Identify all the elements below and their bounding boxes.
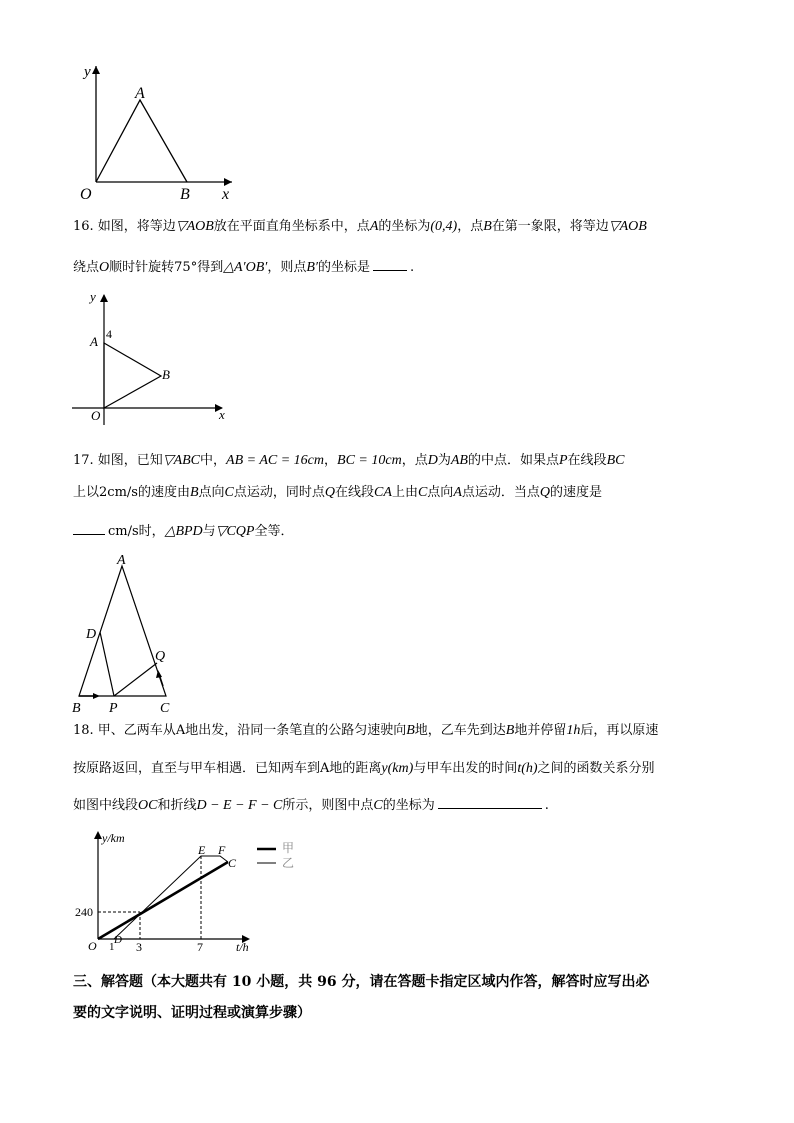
label-E: E <box>198 843 206 857</box>
label-O: O <box>88 939 97 953</box>
answer-blank <box>438 795 542 809</box>
label-C: C <box>228 856 237 870</box>
label-B: B <box>72 701 81 716</box>
label-240: 240 <box>75 905 93 919</box>
label-xlabel: t/h <box>236 940 249 954</box>
label-y: y <box>90 289 96 304</box>
label-B: B <box>180 186 190 203</box>
figure-q15-triangle <box>70 58 250 208</box>
tick-3: 3 <box>136 940 142 954</box>
label-A: A <box>90 334 98 349</box>
legend-jia: 甲 <box>282 841 295 855</box>
figure-q18-graph <box>72 825 312 960</box>
label-A: A <box>117 553 126 568</box>
figure-q16-triangle <box>66 287 236 427</box>
q17-line1: 17. 如图，已知▽ABC中，AB = AC = 16cm，BC = 10cm，点D为AB的中点．如果点P在线段BC <box>73 453 625 468</box>
label-D: D <box>114 934 122 946</box>
figure-q17-triangle <box>66 548 186 718</box>
answer-blank <box>373 257 407 271</box>
section3-heading-line2: 要的文字说明、证明过程或演算步骤） <box>73 1005 311 1021</box>
q16-line1: 16. 如图，将等边▽AOB放在平面直角坐标系中，点A的坐标为(0,4)，点B在第一象限，将等边▽AOB <box>73 219 647 234</box>
q18-line3: 如图中线段OC和折线D − E − F − C所示，则图中点C的坐标为 . <box>73 795 549 815</box>
tick-1: 1 <box>109 941 115 953</box>
label-x: x <box>219 407 225 422</box>
label-D: D <box>86 627 97 642</box>
label-ylabel: y/km <box>102 831 125 845</box>
label-y: y <box>84 64 91 80</box>
q17-line2: 上以2cm/s的速度由B点向C点运动，同时点Q在线段CA上由C点向A点运动．当点Q的速度是 <box>73 485 603 500</box>
label-C: C <box>160 701 170 716</box>
q17-line3: cm/s时，△BPD与▽CQP全等． <box>73 521 293 541</box>
label-F: F <box>218 843 226 857</box>
label-O: O <box>80 186 92 203</box>
label-O: O <box>91 408 101 423</box>
label-x: x <box>222 186 230 203</box>
tick-7: 7 <box>197 940 203 954</box>
label-4: 4 <box>106 327 112 341</box>
q18-line1: 18. 甲、乙两车从A地出发，沿同一条笔直的公路匀速驶向B地，乙车先到达B地并停留1h后，再以原速 <box>73 723 659 738</box>
label-P: P <box>109 701 118 716</box>
label-A: A <box>135 85 145 102</box>
q18-line2: 按原路返回，直至与甲车相遇．已知两车到A地的距离y(km)与甲车出发的时间t(h)之间的函数关系分别 <box>73 761 655 776</box>
answer-blank <box>73 521 105 535</box>
label-B: B <box>162 367 170 382</box>
legend-yi: 乙 <box>282 856 295 870</box>
q16-line2: 绕点O顺时针旋转75°得到△A′OB′，则点B′的坐标是 . <box>73 257 414 277</box>
section3-heading-line1: 三、解答题（本大题共有 10 小题，共 96 分，请在答题卡指定区域内作答，解答时应写出必 <box>73 974 650 990</box>
label-Q: Q <box>155 649 166 664</box>
